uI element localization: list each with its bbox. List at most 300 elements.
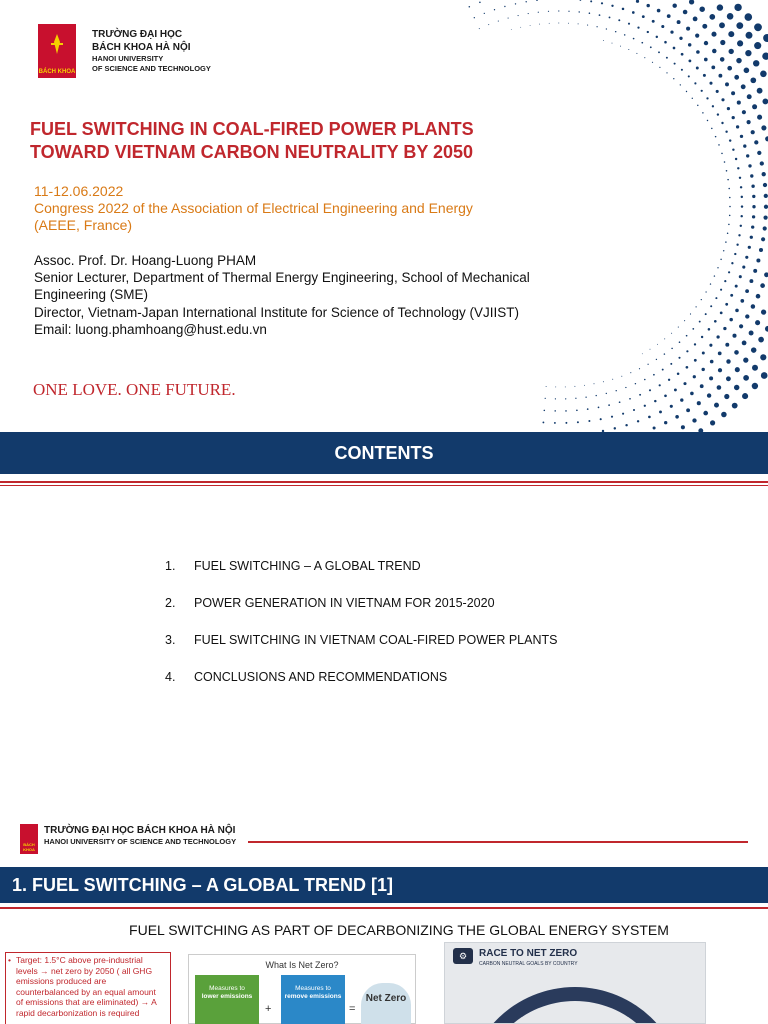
decor-dot xyxy=(740,135,743,138)
decor-dot xyxy=(648,416,651,419)
decor-dot xyxy=(697,401,701,405)
decor-dot xyxy=(763,215,767,219)
race-icon: ⚙ xyxy=(453,948,473,964)
remove-emissions-label: remove emissions xyxy=(284,993,342,1000)
decor-dot xyxy=(716,90,719,93)
decor-dot xyxy=(696,67,699,70)
decor-dot xyxy=(542,421,544,423)
decor-dot xyxy=(745,13,753,21)
slogan: ONE LOVE. ONE FUTURE. xyxy=(33,380,236,399)
decor-dot xyxy=(751,130,755,134)
decor-dot xyxy=(657,344,658,345)
decor-dot xyxy=(725,82,729,86)
decor-dot xyxy=(587,25,588,26)
decor-dot xyxy=(732,403,738,409)
decor-dot xyxy=(479,28,480,29)
decor-dot xyxy=(577,421,579,423)
decor-dot xyxy=(504,6,505,7)
decor-dot xyxy=(712,105,714,107)
decor-dot xyxy=(739,177,741,179)
decor-dot xyxy=(710,283,711,284)
item-label: FUEL SWITCHING – A GLOBAL TREND xyxy=(194,559,421,573)
decor-dot xyxy=(692,98,693,99)
decor-dot xyxy=(729,318,732,321)
decor-dot xyxy=(616,390,617,391)
decor-dot xyxy=(738,234,740,236)
decor-dot xyxy=(754,140,758,144)
decor-dot xyxy=(743,357,748,362)
decor-dot xyxy=(742,110,746,114)
decor-dot xyxy=(707,393,711,397)
decor-dot xyxy=(680,84,681,85)
decor-dot xyxy=(536,0,538,1)
decor-dot xyxy=(711,32,716,37)
decor-dot xyxy=(494,9,495,10)
net-zero-heading: What Is Net Zero? xyxy=(265,960,339,970)
decor-dot xyxy=(709,14,715,20)
decor-dot xyxy=(751,304,755,308)
decor-dot xyxy=(737,167,739,169)
decor-dot xyxy=(659,67,660,68)
decor-dot xyxy=(642,353,643,354)
decor-dot xyxy=(736,125,739,128)
decor-dot xyxy=(727,179,729,181)
author-name: Assoc. Prof. Dr. Hoang-Luong PHAM xyxy=(34,253,257,268)
decor-dot xyxy=(686,408,690,412)
decor-dot xyxy=(718,368,722,372)
lower-measure-label: Measures to xyxy=(209,985,245,992)
decor-dot xyxy=(703,411,708,416)
decor-dot xyxy=(693,375,696,378)
decor-dot xyxy=(721,412,727,418)
decor-dot xyxy=(729,206,731,208)
decor-dot xyxy=(695,306,696,307)
decor-dot xyxy=(568,11,569,12)
decor-dot xyxy=(760,161,764,165)
lower-emissions-label: lower emissions xyxy=(201,993,253,1000)
decor-dot xyxy=(761,309,766,314)
decor-dot xyxy=(677,20,681,24)
decor-dot xyxy=(710,420,715,425)
decor-dot xyxy=(554,410,556,412)
decor-dot xyxy=(479,2,481,4)
header-rule xyxy=(248,841,748,843)
decor-dot xyxy=(731,262,733,264)
section-header: 1. FUEL SWITCHING – A GLOBAL TREND [1] xyxy=(12,875,394,895)
decor-dot xyxy=(717,385,722,390)
decor-dot xyxy=(653,426,656,429)
decor-dot xyxy=(756,258,760,262)
decor-dot xyxy=(719,22,725,28)
decor-dot xyxy=(743,144,746,147)
race-subtitle: CARBON NEUTRAL GOALS BY COUNTRY xyxy=(479,961,578,967)
decor-dot xyxy=(735,367,740,372)
decor-dot xyxy=(652,20,655,23)
university-logo-small xyxy=(20,824,38,854)
decor-dot xyxy=(716,335,719,338)
contents-item xyxy=(165,559,557,596)
decor-dot xyxy=(730,294,733,297)
author-block xyxy=(34,252,574,338)
decor-dot xyxy=(749,279,753,283)
decor-dot xyxy=(659,410,662,413)
decor-dot xyxy=(606,28,607,29)
decor-dot xyxy=(756,294,761,299)
decor-dot xyxy=(568,23,569,24)
decor-dot xyxy=(614,427,616,429)
decor-dot xyxy=(710,360,714,364)
decor-dot xyxy=(596,26,597,27)
decor-dot xyxy=(653,374,655,376)
decor-dot xyxy=(588,420,590,422)
decor-dot xyxy=(740,225,742,227)
decor-dot xyxy=(686,91,687,92)
decor-dot xyxy=(565,422,567,424)
decor-dot xyxy=(633,409,635,411)
decor-dot xyxy=(742,266,745,269)
decor-dot xyxy=(701,368,704,371)
decor-dot xyxy=(639,394,641,396)
decor-dot xyxy=(762,98,768,104)
contents-item xyxy=(165,670,557,707)
decor-dot xyxy=(704,41,708,45)
decor-dot xyxy=(511,29,512,30)
decor-dot xyxy=(686,27,690,31)
decor-dot xyxy=(740,186,742,188)
decor-dot xyxy=(704,58,708,62)
decor-dot xyxy=(650,349,651,350)
decor-dot xyxy=(729,197,731,199)
decor-dot xyxy=(545,398,546,399)
header-divider-thin xyxy=(0,485,768,486)
decor-dot xyxy=(729,215,731,217)
decor-dot xyxy=(620,46,621,47)
decor-dot xyxy=(650,46,652,48)
decor-dot xyxy=(723,250,724,251)
decor-dot xyxy=(706,97,708,99)
decor-dot xyxy=(642,15,645,18)
decor-dot xyxy=(725,241,726,242)
contents-list xyxy=(165,559,557,707)
decor-dot xyxy=(741,196,743,198)
decor-dot xyxy=(736,22,743,29)
decor-dot xyxy=(752,205,755,208)
decor-dot xyxy=(752,104,757,109)
decor-dot xyxy=(741,84,746,89)
decor-dot xyxy=(709,376,713,380)
decor-dot xyxy=(694,359,697,362)
section-subtitle: FUEL SWITCHING AS PART OF DECARBONIZING THE GLOBAL ENERGY SYSTEM xyxy=(129,922,669,938)
decor-dot xyxy=(671,333,672,334)
decor-dot xyxy=(658,51,660,53)
decor-dot xyxy=(673,78,674,79)
decor-dot xyxy=(754,23,762,31)
decor-dot xyxy=(732,148,734,150)
decor-dot xyxy=(652,62,653,63)
decor-dot xyxy=(662,369,664,371)
decor-dot xyxy=(745,314,749,318)
decor-dot xyxy=(734,4,741,11)
decor-dot xyxy=(697,105,698,106)
university-logo xyxy=(38,24,76,78)
global-trend-slide xyxy=(0,792,768,1024)
decor-dot xyxy=(603,40,604,41)
logo-caption: BÁCH KHOA xyxy=(38,69,76,75)
title-line-1: FUEL SWITCHING IN COAL-FIRED POWER PLANTS xyxy=(30,119,474,139)
decor-dot xyxy=(539,24,540,25)
decor-dot xyxy=(677,373,680,376)
decor-dot xyxy=(518,15,519,16)
decor-dot xyxy=(611,416,613,418)
decor-dot xyxy=(515,3,516,4)
decor-dot xyxy=(686,350,688,352)
contents-slide xyxy=(0,432,768,792)
contents-header-bar xyxy=(0,432,768,474)
decor-dot xyxy=(565,398,566,399)
decor-dot xyxy=(601,2,603,4)
decor-dot xyxy=(624,34,626,36)
decor-dot xyxy=(700,384,704,388)
decor-dot xyxy=(728,188,730,190)
decor-dot xyxy=(692,328,694,330)
decor-dot xyxy=(740,299,744,303)
decor-dot xyxy=(734,253,736,255)
decor-dot xyxy=(711,66,715,70)
contents-header: CONTENTS xyxy=(334,443,434,463)
decor-dot xyxy=(484,13,485,14)
congress-name xyxy=(34,200,504,234)
item-label: CONCLUSIONS AND RECOMMENDATIONS xyxy=(194,670,448,684)
item-number: 2. xyxy=(165,596,176,610)
decor-dot xyxy=(726,359,730,363)
decor-dot xyxy=(589,12,591,14)
decor-dot xyxy=(667,14,671,18)
remove-measure-label: Measures to xyxy=(295,985,331,992)
decor-dot xyxy=(679,341,681,343)
decor-dot xyxy=(746,32,753,39)
decor-dot xyxy=(576,409,578,411)
decor-dot xyxy=(735,285,738,288)
decor-dot xyxy=(625,387,626,388)
net-zero-cloud xyxy=(361,983,411,1024)
decor-dot xyxy=(688,43,691,46)
target-text: • Target: 1.5°C above pre-industrial levels → net zero by 2050 ( all GHG emissions produced are counterbalanced by an equal amount of emissions that are eliminated) → A rapid decarbonization is required xyxy=(16,955,164,1018)
target-callout xyxy=(5,952,171,1024)
decor-dot xyxy=(689,0,694,5)
section-divider xyxy=(0,907,768,909)
item-label: FUEL SWITCHING IN VIETNAM COAL-FIRED POWER PLANTS xyxy=(194,633,558,647)
decor-dot xyxy=(598,407,600,409)
decor-dot xyxy=(734,350,739,355)
event-date: 11-12.06.2022 xyxy=(34,183,124,199)
decor-dot xyxy=(681,53,684,56)
decor-dot xyxy=(759,248,763,252)
decor-dot xyxy=(736,58,742,64)
decor-dot xyxy=(728,271,730,273)
decor-dot xyxy=(580,0,582,1)
decor-dot xyxy=(726,376,731,381)
decor-dot xyxy=(670,30,673,33)
decor-dot xyxy=(594,383,595,384)
decor-dot xyxy=(678,357,680,359)
decor-dot xyxy=(600,418,602,420)
decor-dot xyxy=(720,289,722,291)
decor-dot xyxy=(757,151,761,155)
decor-dot xyxy=(579,11,580,12)
decor-dot xyxy=(752,195,755,198)
decor-dot xyxy=(692,418,696,422)
decor-dot xyxy=(644,57,645,58)
decor-dot xyxy=(760,71,767,78)
decor-dot xyxy=(647,31,649,33)
decor-dot xyxy=(740,215,742,217)
decor-dot xyxy=(619,401,621,403)
decor-dot xyxy=(587,408,589,410)
congress-line-1: Congress 2022 of the Association of Electrical Engineering and Energy xyxy=(34,200,473,216)
decor-dot xyxy=(735,309,739,313)
decor-dot xyxy=(752,215,755,218)
decor-dot xyxy=(727,13,734,20)
decor-dot xyxy=(718,144,720,146)
decor-dot xyxy=(498,21,499,22)
decor-dot xyxy=(714,320,717,323)
decor-dot xyxy=(708,328,711,331)
decor-dot xyxy=(701,299,702,300)
decor-dot xyxy=(596,395,597,396)
decor-dot xyxy=(664,338,665,339)
decor-dot xyxy=(664,421,667,424)
decor-dot xyxy=(695,34,699,38)
race-to-net-zero-infographic xyxy=(444,942,706,1024)
decor-dot xyxy=(743,375,749,381)
decor-dot xyxy=(688,59,691,62)
decor-dot xyxy=(720,57,725,62)
contents-item xyxy=(165,633,557,670)
decor-dot xyxy=(612,379,613,380)
decor-dot xyxy=(705,313,707,315)
decor-dot xyxy=(718,352,722,356)
decor-dot xyxy=(717,113,719,115)
decor-dot xyxy=(641,42,643,44)
decor-dot xyxy=(606,393,607,394)
decor-dot xyxy=(666,57,668,59)
lower-emissions-box xyxy=(195,975,259,1024)
decor-dot xyxy=(728,224,730,226)
decor-dot xyxy=(714,275,715,276)
decor-dot xyxy=(647,364,648,365)
decor-dot xyxy=(668,379,670,381)
decor-dot xyxy=(688,75,690,77)
decor-dot xyxy=(737,101,741,105)
decor-dot xyxy=(757,88,763,94)
decor-dot xyxy=(745,289,749,293)
decor-dot xyxy=(712,49,716,53)
item-label: POWER GENERATION IN VIETNAM FOR 2015-2020 xyxy=(194,596,495,610)
header-divider xyxy=(0,481,768,483)
decor-dot xyxy=(544,410,546,412)
decor-dot xyxy=(745,50,751,56)
decor-dot xyxy=(549,23,550,24)
decor-dot xyxy=(584,385,585,386)
decor-dot xyxy=(670,363,672,365)
decor-dot xyxy=(609,16,611,18)
decor-dot xyxy=(710,305,712,307)
decor-dot xyxy=(729,49,734,54)
university-vn: TRƯỜNG ĐẠI HỌC BÁCH KHOA HÀ NỘI xyxy=(44,825,236,836)
item-number: 3. xyxy=(165,633,176,647)
equals-sign: = xyxy=(349,1003,356,1015)
decor-dot xyxy=(721,122,723,124)
decor-dot xyxy=(621,376,622,377)
decor-dot xyxy=(750,174,753,177)
decor-dot xyxy=(727,107,730,110)
decor-dot xyxy=(721,153,723,155)
university-name-small xyxy=(44,825,236,847)
decor-dot xyxy=(720,40,725,45)
decor-dot xyxy=(690,392,694,396)
decor-dot xyxy=(747,94,752,99)
decor-dot xyxy=(702,24,707,29)
decor-dot xyxy=(469,6,471,8)
decor-dot xyxy=(702,352,705,355)
decor-dot xyxy=(701,90,703,92)
author-role-1: Senior Lecturer, Department of Thermal Energy Engineering, School of Mechanical Engineering (SME) xyxy=(34,270,530,303)
decor-dot xyxy=(611,5,613,7)
decor-dot xyxy=(715,136,717,138)
decor-dot xyxy=(664,394,667,397)
decor-dot xyxy=(681,69,683,71)
decor-dot xyxy=(757,115,762,120)
decor-dot xyxy=(525,1,526,2)
title-slide xyxy=(0,0,768,432)
decor-dot xyxy=(727,66,732,71)
decor-dot xyxy=(761,237,765,241)
decor-dot xyxy=(750,77,756,83)
decor-dot xyxy=(703,74,706,77)
decor-dot xyxy=(659,384,661,386)
decor-dot xyxy=(661,25,664,28)
decor-dot xyxy=(637,26,639,28)
decor-dot xyxy=(646,4,649,7)
decor-dot xyxy=(749,331,754,336)
decor-dot xyxy=(635,383,636,384)
decor-dot xyxy=(725,343,729,347)
decor-dot xyxy=(558,23,559,24)
logo-caption-small: BÁCH KHOA xyxy=(23,842,35,852)
decor-dot xyxy=(696,50,700,54)
decor-dot xyxy=(578,23,579,24)
decor-dot xyxy=(633,38,635,40)
decor-dot xyxy=(664,353,665,354)
decor-dot xyxy=(538,12,539,13)
decor-dot xyxy=(729,139,731,141)
decor-dot xyxy=(711,128,713,130)
decor-dot xyxy=(760,354,766,360)
decor-dot xyxy=(670,405,673,408)
decor-dot xyxy=(654,400,656,402)
decor-dot xyxy=(763,183,767,187)
decor-dot xyxy=(724,280,726,282)
decor-dot xyxy=(630,372,631,373)
university-vn-line2: BÁCH KHOA HÀ NỘI xyxy=(92,42,191,53)
decor-dot xyxy=(674,388,677,391)
decor-dot xyxy=(680,398,683,401)
decor-dot xyxy=(681,425,685,429)
decor-dot xyxy=(625,424,627,426)
decor-dot xyxy=(546,386,547,387)
decor-dot xyxy=(755,320,760,325)
decor-dot xyxy=(744,67,750,73)
